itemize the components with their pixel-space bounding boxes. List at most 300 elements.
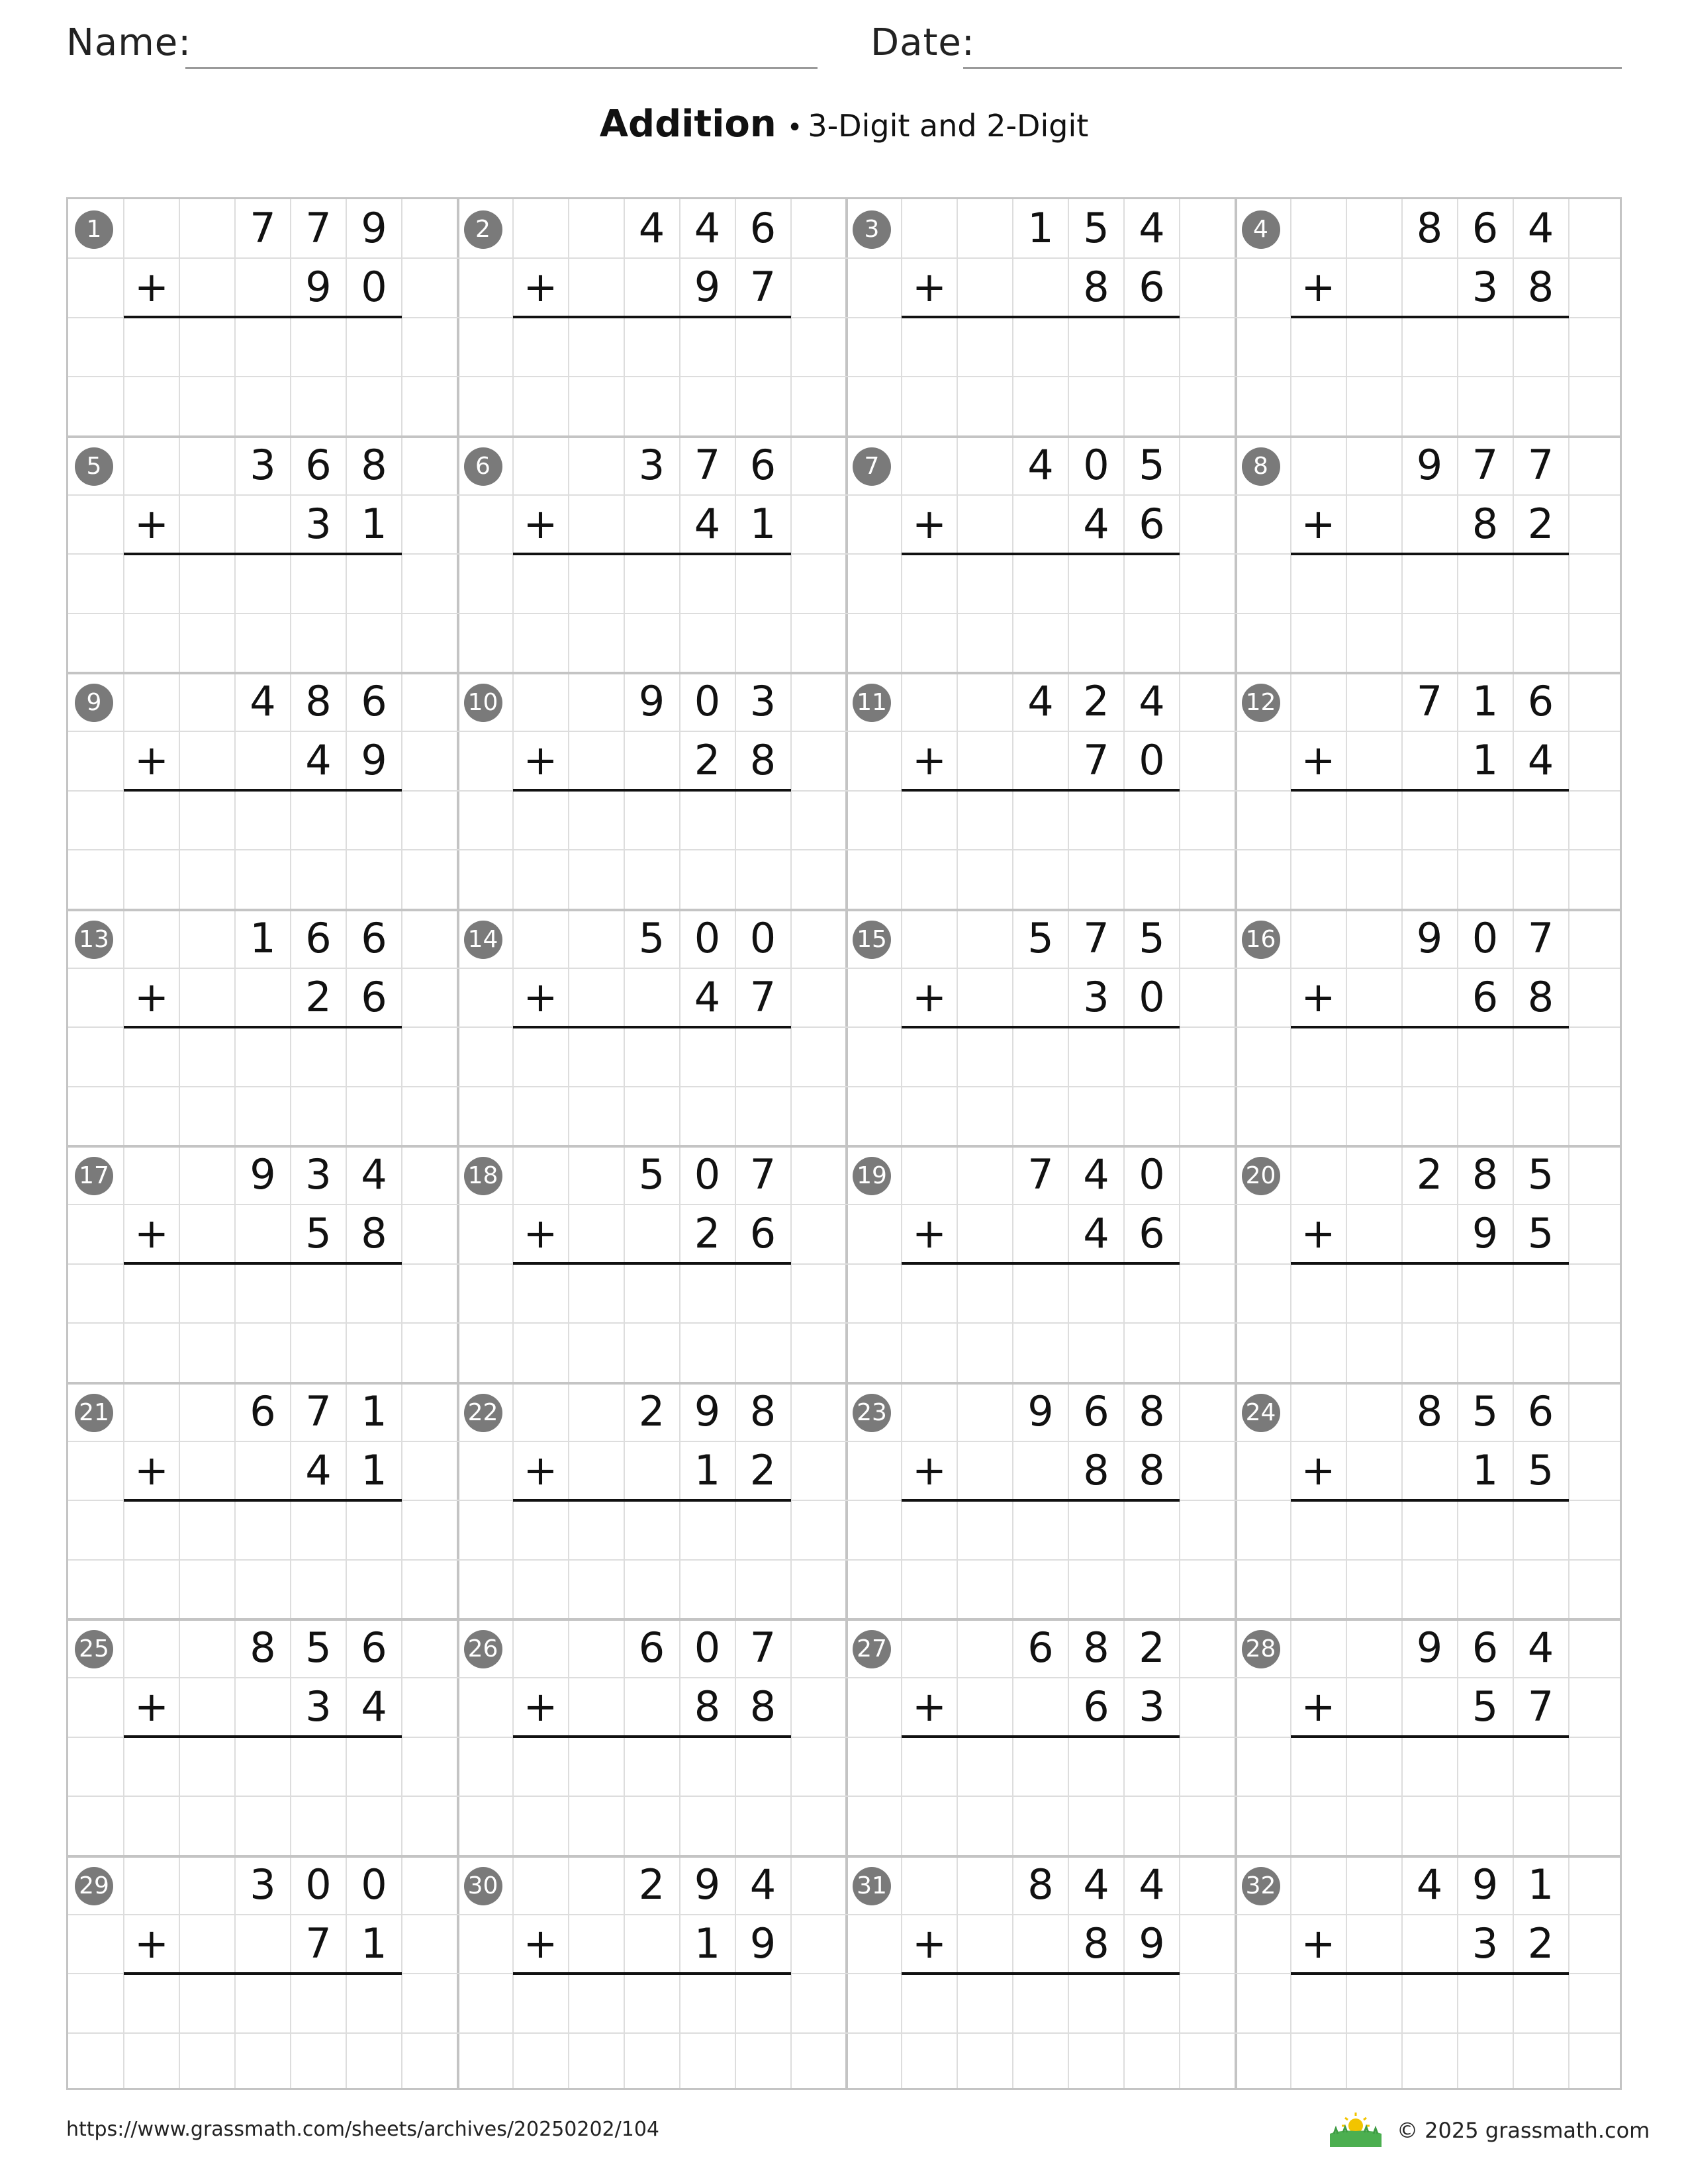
addend-bottom-digit: 7 [1083, 736, 1109, 784]
addend-top-digit: 1 [250, 913, 276, 962]
problem-card [457, 909, 847, 1146]
title-main: Addition [599, 103, 776, 146]
plus-sign: + [523, 1445, 558, 1494]
plus-sign: + [134, 1209, 169, 1257]
addend-top-digit: 8 [1416, 1387, 1443, 1435]
addend-bottom-digit: 8 [749, 1682, 776, 1731]
problem-number-badge: 27 [853, 1630, 891, 1668]
sum-rule [902, 1026, 1180, 1028]
sum-rule [1291, 1499, 1569, 1502]
addend-top-digit: 4 [638, 204, 665, 252]
sum-rule [513, 553, 791, 555]
addend-top-digit: 1 [1027, 204, 1054, 252]
footer-copyright: © 2025 grassmath.com [1397, 2118, 1650, 2143]
addend-top-digit: 0 [694, 913, 721, 962]
sum-rule [1291, 789, 1569, 792]
problem-card [457, 199, 847, 435]
addend-top-digit: 7 [1472, 440, 1499, 489]
addend-top-digit: 0 [1472, 913, 1499, 962]
addend-top-digit: 7 [749, 1623, 776, 1672]
problem-card [846, 1856, 1235, 2092]
addend-top-digit: 9 [1472, 1860, 1499, 1909]
plus-sign: + [1301, 1682, 1336, 1731]
sum-rule [902, 1499, 1180, 1502]
addend-bottom-digit: 1 [694, 1919, 721, 1968]
addend-bottom-digit: 4 [694, 972, 721, 1021]
addend-top-digit: 9 [250, 1150, 276, 1199]
problem-number-badge: 5 [75, 447, 113, 486]
addend-top-digit: 8 [305, 677, 332, 725]
problem-card [68, 672, 457, 909]
problem-number-badge: 9 [75, 684, 113, 722]
addend-top-digit: 3 [749, 677, 776, 725]
addend-top-digit: 6 [1472, 204, 1499, 252]
plus-sign: + [134, 263, 169, 311]
addend-bottom-digit: 0 [1139, 972, 1165, 1021]
addend-bottom-digit: 4 [361, 1682, 387, 1731]
problem-card [457, 436, 847, 672]
addend-bottom-digit: 1 [361, 1445, 387, 1494]
addend-top-digit: 4 [1139, 204, 1165, 252]
date-line[interactable] [963, 67, 1622, 69]
addend-top-digit: 5 [1139, 913, 1165, 962]
addend-top-digit: 2 [1416, 1150, 1443, 1199]
addend-top-digit: 9 [638, 677, 665, 725]
addend-bottom-digit: 3 [1472, 1919, 1499, 1968]
problem-card [846, 199, 1235, 435]
plus-sign: + [523, 1209, 558, 1257]
problem-card [68, 1619, 457, 1855]
addend-top-digit: 0 [1083, 440, 1109, 489]
addend-bottom-digit: 8 [1083, 263, 1109, 311]
addend-top-digit: 4 [1416, 1860, 1443, 1909]
addend-top-digit: 0 [361, 1860, 387, 1909]
problem-number-badge: 17 [75, 1157, 113, 1195]
plus-sign: + [134, 1445, 169, 1494]
addend-top-digit: 1 [1527, 1860, 1554, 1909]
sum-rule [124, 1026, 402, 1028]
addend-top-digit: 7 [305, 204, 332, 252]
addend-bottom-digit: 9 [361, 736, 387, 784]
addend-top-digit: 3 [250, 440, 276, 489]
plus-sign: + [912, 499, 947, 548]
addend-top-digit: 7 [749, 1150, 776, 1199]
plus-sign: + [912, 1919, 947, 1968]
problem-card [1235, 1619, 1624, 1855]
addend-top-digit: 6 [749, 440, 776, 489]
addend-top-digit: 6 [1527, 1387, 1554, 1435]
plus-sign: + [1301, 1445, 1336, 1494]
sum-rule [124, 1735, 402, 1738]
addend-bottom-digit: 6 [749, 1209, 776, 1257]
addend-bottom-digit: 3 [1472, 263, 1499, 311]
sum-rule [902, 789, 1180, 792]
plus-sign: + [523, 736, 558, 784]
addend-top-digit: 4 [361, 1150, 387, 1199]
problem-number-badge: 32 [1242, 1867, 1280, 1905]
plus-sign: + [523, 263, 558, 311]
plus-sign: + [1301, 263, 1336, 311]
addend-top-digit: 6 [1527, 677, 1554, 725]
problem-number-badge: 25 [75, 1630, 113, 1668]
problem-card [1235, 199, 1624, 435]
plus-sign: + [523, 499, 558, 548]
sum-rule [1291, 1026, 1569, 1028]
addend-bottom-digit: 4 [305, 736, 332, 784]
sum-rule [513, 1262, 791, 1265]
problem-card [1235, 1856, 1624, 2092]
addend-bottom-digit: 2 [305, 972, 332, 1021]
addend-bottom-digit: 2 [1527, 499, 1554, 548]
problem-number-badge: 30 [464, 1867, 502, 1905]
sum-rule [513, 789, 791, 792]
addend-top-digit: 3 [250, 1860, 276, 1909]
problem-card [68, 909, 457, 1146]
addend-bottom-digit: 4 [305, 1445, 332, 1494]
name-line[interactable] [185, 67, 818, 69]
plus-sign: + [134, 499, 169, 548]
addend-top-digit: 9 [1027, 1387, 1054, 1435]
addend-bottom-digit: 3 [305, 1682, 332, 1731]
problem-card [68, 1856, 457, 2092]
plus-sign: + [134, 1682, 169, 1731]
addend-top-digit: 4 [1139, 1860, 1165, 1909]
addend-top-digit: 6 [305, 913, 332, 962]
sum-rule [902, 316, 1180, 318]
addend-top-digit: 4 [1083, 1150, 1109, 1199]
footer-url: https://www.grassmath.com/sheets/archives/20250202/104 [66, 2118, 660, 2141]
problem-number-badge: 12 [1242, 684, 1280, 722]
plus-sign: + [912, 736, 947, 784]
sum-rule [1291, 1972, 1569, 1975]
problem-number-badge: 3 [853, 210, 891, 249]
addend-bottom-digit: 1 [694, 1445, 721, 1494]
addend-top-digit: 4 [1083, 1860, 1109, 1909]
plus-sign: + [912, 1682, 947, 1731]
addend-top-digit: 5 [1527, 1150, 1554, 1199]
addend-top-digit: 9 [694, 1387, 721, 1435]
addend-bottom-digit: 8 [361, 1209, 387, 1257]
problem-number-badge: 23 [853, 1394, 891, 1432]
plus-sign: + [523, 972, 558, 1021]
plus-sign: + [1301, 1919, 1336, 1968]
plus-sign: + [1301, 499, 1336, 548]
addend-top-digit: 6 [638, 1623, 665, 1672]
addend-top-digit: 0 [305, 1860, 332, 1909]
addend-bottom-digit: 6 [1083, 1682, 1109, 1731]
sum-rule [124, 1262, 402, 1265]
problem-grid [66, 197, 1622, 2090]
addend-bottom-digit: 2 [1527, 1919, 1554, 1968]
sum-rule [513, 1735, 791, 1738]
addend-bottom-digit: 4 [1527, 736, 1554, 784]
addend-top-digit: 4 [1027, 677, 1054, 725]
addend-bottom-digit: 5 [1527, 1209, 1554, 1257]
sum-rule [513, 1972, 791, 1975]
addend-top-digit: 8 [1139, 1387, 1165, 1435]
addend-bottom-digit: 7 [1527, 1682, 1554, 1731]
addend-bottom-digit: 1 [749, 499, 776, 548]
name-label: Name: [66, 21, 192, 64]
addend-bottom-digit: 2 [749, 1445, 776, 1494]
problem-number-badge: 1 [75, 210, 113, 249]
problem-card [846, 1146, 1235, 1382]
sum-rule [124, 553, 402, 555]
addend-bottom-digit: 9 [1472, 1209, 1499, 1257]
addend-top-digit: 6 [1472, 1623, 1499, 1672]
sum-rule [513, 1026, 791, 1028]
problem-number-badge: 2 [464, 210, 502, 249]
plus-sign: + [134, 972, 169, 1021]
addend-bottom-digit: 0 [361, 263, 387, 311]
problem-card [1235, 1383, 1624, 1619]
addend-top-digit: 0 [1139, 1150, 1165, 1199]
addend-top-digit: 6 [361, 913, 387, 962]
plus-sign: + [523, 1919, 558, 1968]
addend-top-digit: 6 [1083, 1387, 1109, 1435]
sum-rule [902, 1262, 1180, 1265]
addend-bottom-digit: 9 [305, 263, 332, 311]
addend-top-digit: 2 [1139, 1623, 1165, 1672]
problem-number-badge: 20 [1242, 1157, 1280, 1195]
addend-bottom-digit: 6 [1139, 263, 1165, 311]
addend-top-digit: 4 [1139, 677, 1165, 725]
problem-card [457, 1619, 847, 1855]
addend-top-digit: 9 [694, 1860, 721, 1909]
addend-top-digit: 8 [1416, 204, 1443, 252]
addend-bottom-digit: 0 [1139, 736, 1165, 784]
addend-top-digit: 8 [250, 1623, 276, 1672]
problem-number-badge: 29 [75, 1867, 113, 1905]
problem-card [457, 1856, 847, 2092]
problem-card [1235, 672, 1624, 909]
problem-card [1235, 436, 1624, 672]
addend-top-digit: 4 [749, 1860, 776, 1909]
addend-top-digit: 5 [638, 1150, 665, 1199]
problem-card [846, 1619, 1235, 1855]
worksheet-title [0, 103, 1688, 146]
addend-top-digit: 7 [1527, 440, 1554, 489]
addend-top-digit: 0 [749, 913, 776, 962]
problem-card [846, 436, 1235, 672]
problem-number-badge: 4 [1242, 210, 1280, 249]
addend-top-digit: 3 [305, 1150, 332, 1199]
plus-sign: + [1301, 972, 1336, 1021]
addend-top-digit: 6 [250, 1387, 276, 1435]
addend-bottom-digit: 4 [1083, 1209, 1109, 1257]
sum-rule [1291, 1735, 1569, 1738]
addend-top-digit: 5 [1083, 204, 1109, 252]
addend-top-digit: 7 [1027, 1150, 1054, 1199]
problem-card [457, 672, 847, 909]
grass-sun-logo-icon [1327, 2110, 1384, 2147]
addend-bottom-digit: 1 [1472, 736, 1499, 784]
problem-number-badge: 28 [1242, 1630, 1280, 1668]
addend-top-digit: 7 [305, 1387, 332, 1435]
addend-bottom-digit: 8 [1083, 1919, 1109, 1968]
addend-bottom-digit: 6 [361, 972, 387, 1021]
plus-sign: + [912, 972, 947, 1021]
problem-number-badge: 10 [464, 684, 502, 722]
addend-top-digit: 1 [361, 1387, 387, 1435]
plus-sign: + [912, 263, 947, 311]
problem-number-badge: 7 [853, 447, 891, 486]
addend-top-digit: 6 [361, 1623, 387, 1672]
addend-top-digit: 4 [250, 677, 276, 725]
plus-sign: + [134, 1919, 169, 1968]
problem-number-badge: 21 [75, 1394, 113, 1432]
title-separator: • [786, 113, 803, 143]
addend-bottom-digit: 7 [749, 263, 776, 311]
addend-bottom-digit: 7 [305, 1919, 332, 1968]
plus-sign: + [912, 1445, 947, 1494]
addend-top-digit: 4 [1027, 440, 1054, 489]
addend-top-digit: 2 [638, 1387, 665, 1435]
problem-number-badge: 16 [1242, 921, 1280, 959]
problem-number-badge: 13 [75, 921, 113, 959]
sum-rule [513, 1499, 791, 1502]
problem-card [457, 1146, 847, 1382]
plus-sign: + [1301, 736, 1336, 784]
sum-rule [124, 1499, 402, 1502]
addend-bottom-digit: 6 [1139, 499, 1165, 548]
addend-top-digit: 8 [1472, 1150, 1499, 1199]
addend-bottom-digit: 8 [1527, 263, 1554, 311]
sum-rule [124, 789, 402, 792]
addend-top-digit: 1 [1472, 677, 1499, 725]
addend-top-digit: 7 [694, 440, 721, 489]
problem-card [1235, 1146, 1624, 1382]
problem-number-badge: 31 [853, 1867, 891, 1905]
addend-top-digit: 9 [1416, 913, 1443, 962]
addend-top-digit: 7 [1083, 913, 1109, 962]
problem-number-badge: 15 [853, 921, 891, 959]
addend-bottom-digit: 4 [694, 499, 721, 548]
addend-top-digit: 5 [1027, 913, 1054, 962]
sum-rule [1291, 1262, 1569, 1265]
sum-rule [902, 1735, 1180, 1738]
problem-number-badge: 18 [464, 1157, 502, 1195]
addend-bottom-digit: 9 [1139, 1919, 1165, 1968]
addend-bottom-digit: 6 [1472, 972, 1499, 1021]
addend-top-digit: 3 [638, 440, 665, 489]
addend-top-digit: 4 [1527, 1623, 1554, 1672]
plus-sign: + [523, 1682, 558, 1731]
problem-number-badge: 26 [464, 1630, 502, 1668]
addend-bottom-digit: 1 [361, 1919, 387, 1968]
addend-top-digit: 4 [1527, 204, 1554, 252]
sum-rule [513, 316, 791, 318]
addend-top-digit: 8 [749, 1387, 776, 1435]
addend-top-digit: 6 [305, 440, 332, 489]
title-subtitle: 3-Digit and 2-Digit [808, 108, 1089, 144]
addend-top-digit: 5 [1139, 440, 1165, 489]
sum-rule [1291, 553, 1569, 555]
addend-bottom-digit: 3 [1083, 972, 1109, 1021]
addend-bottom-digit: 3 [1139, 1682, 1165, 1731]
addend-bottom-digit: 9 [749, 1919, 776, 1968]
addend-top-digit: 9 [1416, 1623, 1443, 1672]
addend-top-digit: 5 [638, 913, 665, 962]
problem-number-badge: 19 [853, 1157, 891, 1195]
addend-top-digit: 6 [1027, 1623, 1054, 1672]
plus-sign: + [912, 1209, 947, 1257]
sum-rule [902, 553, 1180, 555]
problem-card [68, 1146, 457, 1382]
addend-bottom-digit: 1 [361, 499, 387, 548]
addend-top-digit: 8 [1027, 1860, 1054, 1909]
addend-bottom-digit: 1 [1472, 1445, 1499, 1494]
addend-bottom-digit: 7 [749, 972, 776, 1021]
problem-card [457, 1383, 847, 1619]
addend-bottom-digit: 2 [694, 1209, 721, 1257]
addend-top-digit: 7 [1527, 913, 1554, 962]
problem-number-badge: 6 [464, 447, 502, 486]
addend-bottom-digit: 5 [1527, 1445, 1554, 1494]
addend-top-digit: 9 [361, 204, 387, 252]
addend-top-digit: 0 [694, 1623, 721, 1672]
sum-rule [124, 316, 402, 318]
problem-card [846, 672, 1235, 909]
addend-bottom-digit: 8 [1472, 499, 1499, 548]
sum-rule [902, 1972, 1180, 1975]
addend-bottom-digit: 5 [305, 1209, 332, 1257]
addend-top-digit: 7 [1416, 677, 1443, 725]
addend-top-digit: 7 [250, 204, 276, 252]
sum-rule [124, 1972, 402, 1975]
addend-top-digit: 8 [1083, 1623, 1109, 1672]
problem-card [1235, 909, 1624, 1146]
problem-number-badge: 14 [464, 921, 502, 959]
addend-top-digit: 2 [638, 1860, 665, 1909]
addend-top-digit: 0 [694, 677, 721, 725]
addend-top-digit: 4 [694, 204, 721, 252]
addend-bottom-digit: 8 [1139, 1445, 1165, 1494]
problem-number-badge: 24 [1242, 1394, 1280, 1432]
addend-top-digit: 5 [305, 1623, 332, 1672]
addend-bottom-digit: 6 [1139, 1209, 1165, 1257]
plus-sign: + [1301, 1209, 1336, 1257]
problem-number-badge: 11 [853, 684, 891, 722]
addend-bottom-digit: 8 [694, 1682, 721, 1731]
addend-bottom-digit: 4 [1083, 499, 1109, 548]
problem-card [68, 1383, 457, 1619]
problem-card [846, 1383, 1235, 1619]
sum-rule [1291, 316, 1569, 318]
problem-card [68, 199, 457, 435]
addend-bottom-digit: 9 [694, 263, 721, 311]
addend-top-digit: 9 [1416, 440, 1443, 489]
addend-bottom-digit: 8 [1527, 972, 1554, 1021]
addend-bottom-digit: 2 [694, 736, 721, 784]
problem-number-badge: 22 [464, 1394, 502, 1432]
addend-top-digit: 6 [749, 204, 776, 252]
addend-bottom-digit: 5 [1472, 1682, 1499, 1731]
date-label: Date: [870, 21, 975, 64]
problem-card [846, 909, 1235, 1146]
addend-bottom-digit: 8 [1083, 1445, 1109, 1494]
addend-top-digit: 5 [1472, 1387, 1499, 1435]
addend-top-digit: 6 [361, 677, 387, 725]
addend-bottom-digit: 8 [749, 736, 776, 784]
addend-top-digit: 2 [1083, 677, 1109, 725]
addend-bottom-digit: 3 [305, 499, 332, 548]
plus-sign: + [134, 736, 169, 784]
addend-top-digit: 8 [361, 440, 387, 489]
addend-top-digit: 0 [694, 1150, 721, 1199]
problem-card [68, 436, 457, 672]
problem-number-badge: 8 [1242, 447, 1280, 486]
